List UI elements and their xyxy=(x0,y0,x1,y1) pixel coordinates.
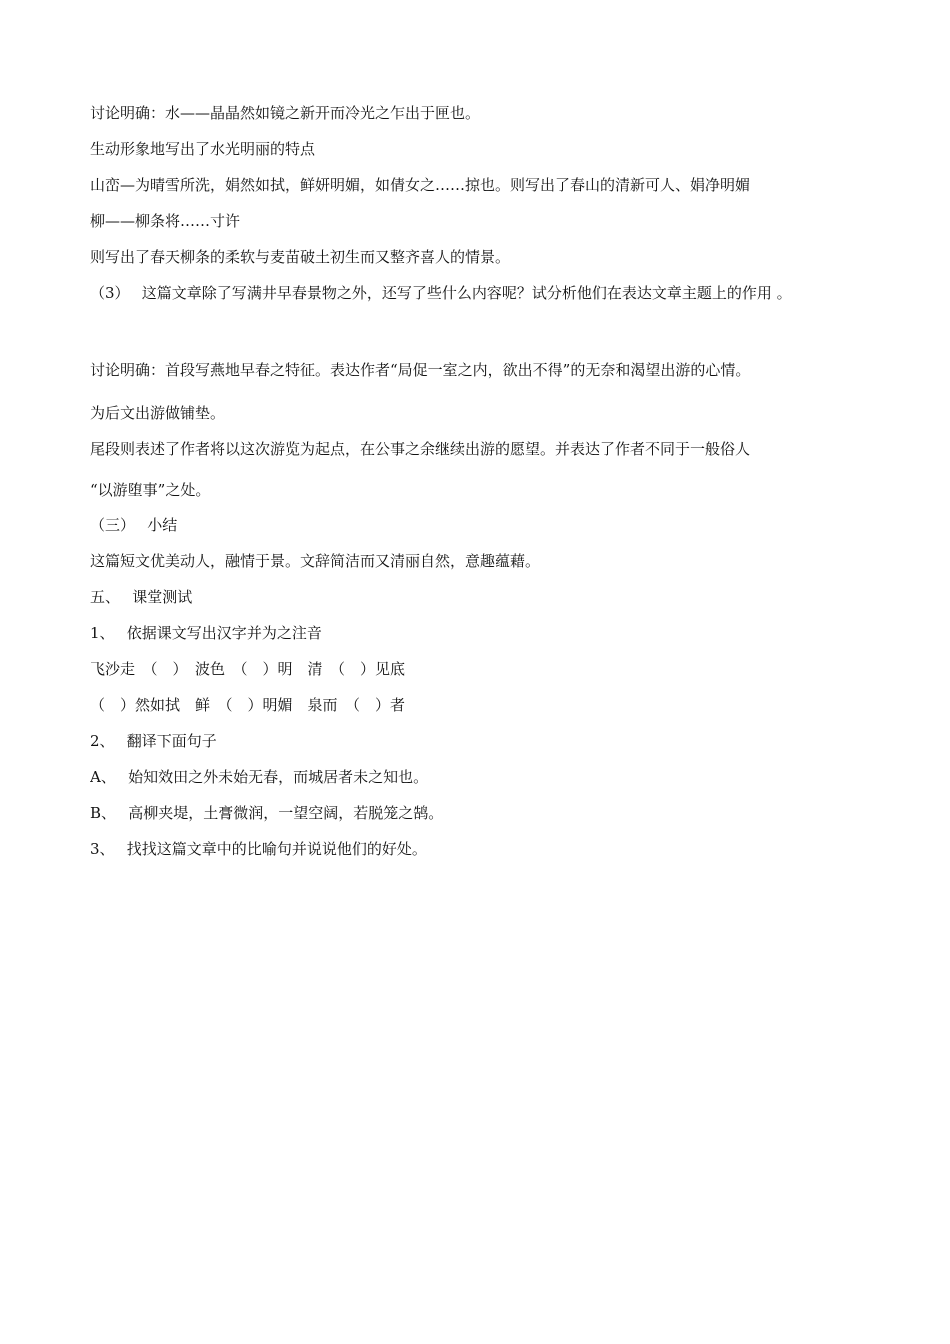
translate-sentence-a: A、 始知效田之外未始无春，而城居者未之知也。 xyxy=(90,768,429,786)
test-item-2: 2、 翻译下面句子 xyxy=(90,732,217,750)
test-item-1: 1、 依据课文写出汉字并为之注音 xyxy=(90,624,322,642)
discussion-willow: 柳——柳条将……寸许 xyxy=(90,212,241,230)
fill-blank-row-2: （ ）然如拭 鲜 （ ）明媚 泉而 （ ）者 xyxy=(90,696,406,714)
discussion-water: 讨论明确：水——晶晶然如镜之新开而冷光之乍出于匣也。 xyxy=(90,104,481,122)
test-item-3: 3、 找找这篇文章中的比喻句并说说他们的好处。 xyxy=(90,840,427,858)
discussion-first-paragraph: 讨论明确：首段写燕地早春之特征。表达作者“局促一室之内，欲出不得”的无奈和渴望出游的心情。 xyxy=(90,361,751,379)
section-test-heading: 五、 课堂测试 xyxy=(90,588,193,606)
fill-blank-row-1: 飞沙走 （ ） 波色 （ ）明 清 （ ）见底 xyxy=(90,660,406,678)
section-summary-heading: （三） 小结 xyxy=(90,516,178,534)
summary-text: 这篇短文优美动人，融情于景。文辞简洁而又清丽自然，意趣蕴藉。 xyxy=(90,552,541,570)
discussion-last-paragraph: 尾段则表述了作者将以这次游览为起点，在公事之余继续出游的愿望。并表达了作者不同于一般俗人 xyxy=(90,440,751,458)
question-3: （3） 这篇文章除了写满井早春景物之外，还写了些什么内容呢？试分析他们在表达文章主题上的作用 。 xyxy=(90,284,792,302)
water-feature-note: 生动形象地写出了水光明丽的特点 xyxy=(90,140,316,158)
willow-feature-note: 则写出了春天柳条的柔软与麦苗破土初生而又整齐喜人的情景。 xyxy=(90,248,511,266)
discussion-first-paragraph-cont: 为后文出游做铺垫。 xyxy=(90,404,226,422)
discussion-mountain: 山峦—为晴雪所洗，娟然如拭，鲜妍明媚，如倩女之……掠也。则写出了春山的清新可人、娟净明媚 xyxy=(90,176,751,194)
discussion-last-paragraph-cont: “以游堕事”之处。 xyxy=(90,481,211,499)
translate-sentence-b: B、 高柳夹堤，土膏微润，一望空阔，若脱笼之鹄。 xyxy=(90,804,444,822)
